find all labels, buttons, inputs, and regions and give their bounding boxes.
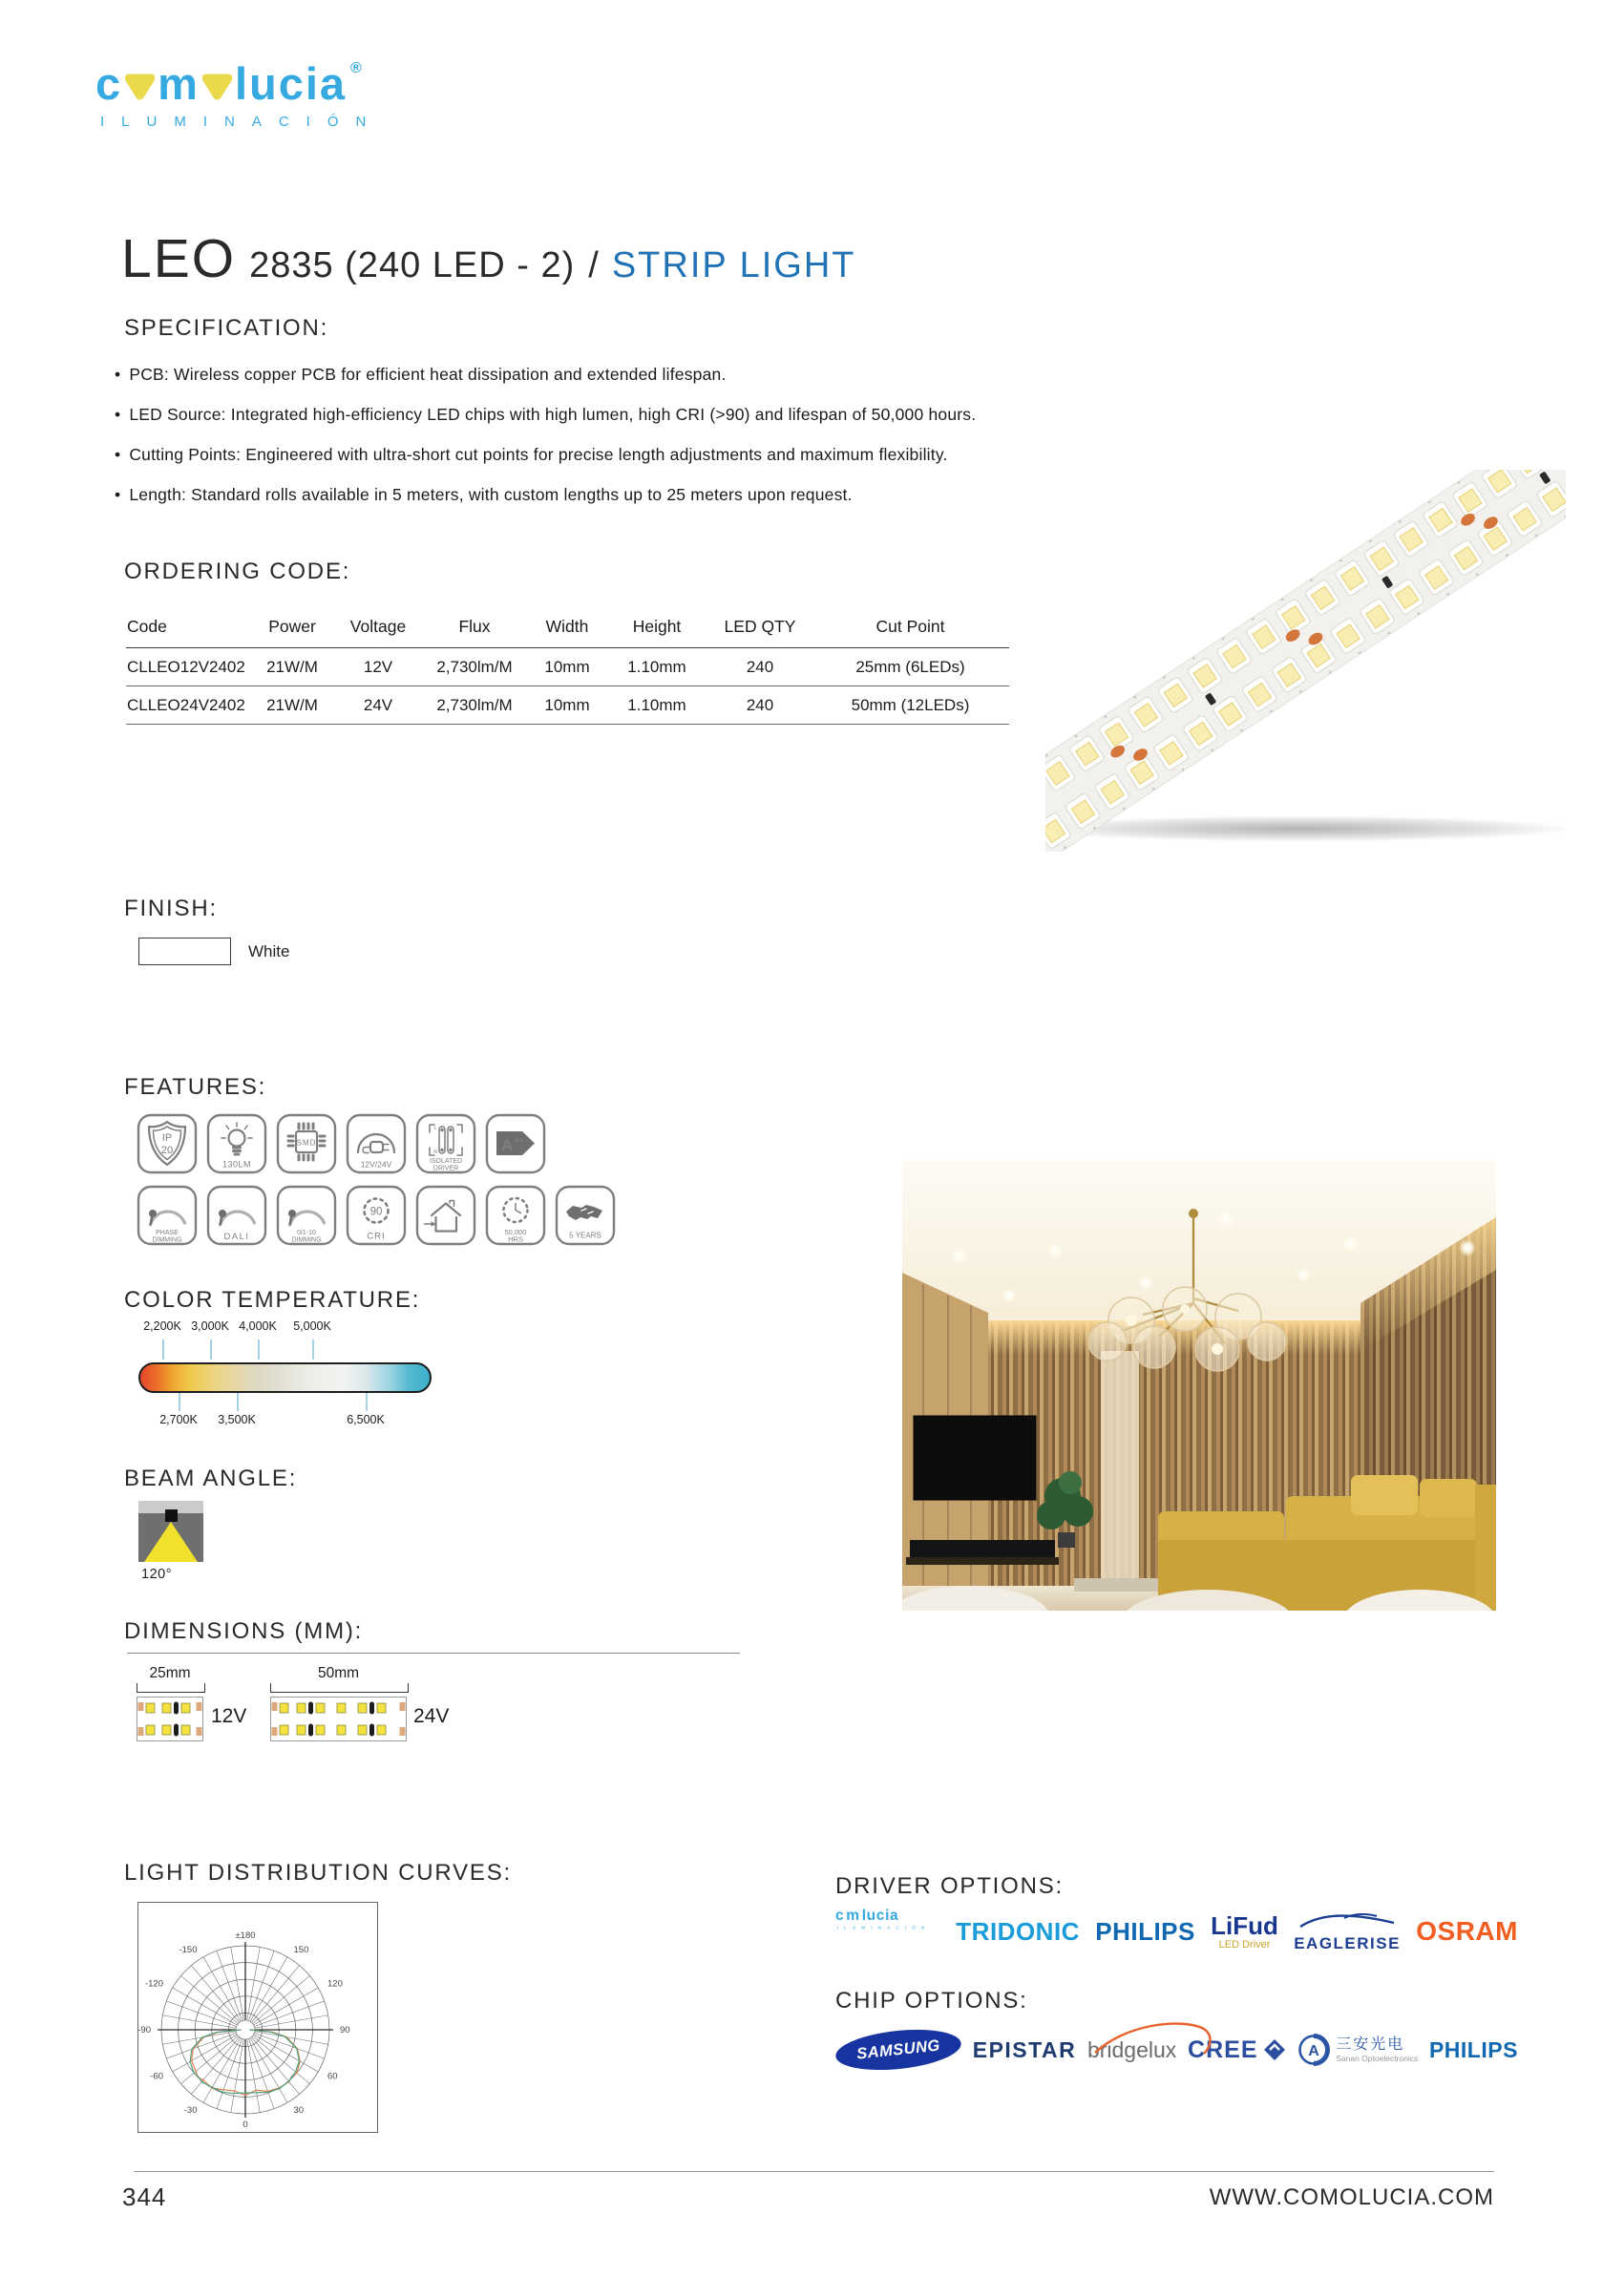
- features-row-2: [137, 1185, 616, 1246]
- brand-tagline: ILUMINACIÓN: [100, 114, 384, 130]
- svg-text:±180: ±180: [235, 1930, 256, 1941]
- logo-letter: c: [95, 58, 123, 109]
- ct-tick: [237, 1393, 239, 1411]
- ct-label-3000k: 3,000K: [191, 1319, 229, 1333]
- sanan-logo-icon: [1297, 2034, 1330, 2066]
- chip-brand-sanan: A 三安光电 Sanan Optoelectronics: [1297, 2034, 1418, 2066]
- driver-options-heading: DRIVER OPTIONS:: [835, 1873, 1065, 1899]
- table-cell: 1.10mm: [605, 686, 708, 725]
- dim-length-label: 25mm: [149, 1665, 191, 1681]
- chip-brand-bridgelux: bridgelux: [1087, 2037, 1176, 2063]
- column-header: Height: [605, 592, 708, 648]
- table-cell: 12V: [336, 648, 420, 686]
- lumen-bulb-icon: [206, 1113, 267, 1174]
- table-cell: 25mm (6LEDs): [812, 648, 1009, 686]
- cri-icon: [346, 1185, 407, 1246]
- column-header: LED QTY: [708, 592, 812, 648]
- svg-text:30: 30: [293, 2105, 305, 2117]
- beam-angle-heading: BEAM ANGLE:: [124, 1466, 298, 1491]
- table-cell: 1.10mm: [605, 648, 708, 686]
- column-header: Flux: [420, 592, 529, 648]
- footer-website: WWW.COMOLUCIA.COM: [1209, 2184, 1494, 2210]
- ct-tick: [258, 1339, 260, 1360]
- ip20-shield-icon: [137, 1113, 198, 1174]
- driver-brand-lifud: LiFud LED Driver: [1211, 1910, 1278, 1951]
- polar-chart-box: [137, 1902, 378, 2133]
- page-number: 344: [122, 2183, 167, 2211]
- sanan-subtitle: Sanan Optoelectronics: [1336, 2053, 1419, 2063]
- indoor-house-icon: [415, 1185, 476, 1246]
- features-heading: FEATURES:: [124, 1074, 267, 1100]
- chip-brand-epistar: EPISTAR: [972, 2036, 1077, 2062]
- registered-mark: ®: [350, 60, 364, 76]
- features-row-1: [137, 1113, 546, 1174]
- ct-label-4000k: 4,000K: [239, 1319, 277, 1333]
- driver-brand-tridonic: TRIDONIC: [956, 1916, 1080, 1946]
- led-strip-product-image: [1045, 470, 1566, 852]
- table-cell: 2,730lm/M: [420, 686, 529, 725]
- energy-class-icon: [485, 1113, 546, 1174]
- table-cell: 21W/M: [248, 648, 336, 686]
- application-room-photo: [902, 1160, 1496, 1611]
- chip-brand-samsung: SAMSUNG: [833, 2024, 962, 2076]
- table-cell: CLLEO12V2402: [126, 648, 248, 686]
- chip-brand-philips: PHILIPS: [1428, 2036, 1518, 2062]
- svg-text:SMD: SMD: [296, 1138, 317, 1148]
- spec-bullet: • PCB: Wireless copper PCB for efficient heat dissipation and extended lifespan.: [115, 365, 1117, 385]
- ordering-code-heading: ORDERING CODE:: [124, 559, 351, 584]
- svg-text:-30: -30: [183, 2105, 198, 2117]
- table-cell: 24V: [336, 686, 420, 725]
- product-category: STRIP LIGHT: [611, 245, 856, 285]
- driver-options-row: [835, 1905, 1518, 1958]
- column-header: Width: [529, 592, 605, 648]
- svg-text:DIMMING: DIMMING: [291, 1236, 322, 1244]
- ct-label-2200k: 2,200K: [143, 1319, 181, 1333]
- ct-tick: [162, 1339, 164, 1360]
- brand-logo-word: [95, 58, 383, 109]
- page-title: [121, 227, 856, 290]
- svg-text:CRI: CRI: [367, 1231, 386, 1242]
- chip-options-row: [835, 2022, 1518, 2078]
- table-cell: 10mm: [529, 648, 605, 686]
- table-row: [126, 686, 1009, 725]
- logo-triangle-icon: [202, 73, 232, 100]
- dimensions-rule: [127, 1653, 740, 1654]
- column-header: Voltage: [336, 592, 420, 648]
- svg-text:90: 90: [369, 1206, 383, 1218]
- bridgelux-arc-icon: [1082, 2014, 1225, 2057]
- beam-angle-value: 120°: [141, 1567, 172, 1582]
- table-cell: CLLEO24V2402: [126, 686, 248, 725]
- svg-text:-150: -150: [179, 1944, 198, 1955]
- smd-chip-icon: [276, 1113, 337, 1174]
- finish-heading: FINISH:: [124, 896, 218, 921]
- ordering-table: [126, 592, 1009, 725]
- column-header: Power: [248, 592, 336, 648]
- spec-bullet: • Cutting Points: Engineered with ultra-short cut points for precise length adjustments and maximum flexibility.: [115, 445, 1117, 465]
- table-cell: 21W/M: [248, 686, 336, 725]
- chip-options-heading: CHIP OPTIONS:: [835, 1988, 1028, 2014]
- driver-brand-osram: OSRAM: [1416, 1916, 1518, 1946]
- column-header: Code: [126, 592, 248, 648]
- dim-line: [270, 1683, 409, 1693]
- driver-brand-philips: PHILIPS: [1095, 1916, 1195, 1946]
- lifespan-clock-icon: [485, 1185, 546, 1246]
- svg-text:120: 120: [327, 1978, 343, 1990]
- lifud-subtitle: LED Driver: [1218, 1938, 1271, 1951]
- svg-text:ISOLATED: ISOLATED: [429, 1158, 463, 1165]
- svg-text:20: 20: [160, 1145, 174, 1156]
- warranty-handshake-icon: [555, 1185, 616, 1246]
- phase-dimming-icon: [137, 1185, 198, 1246]
- ct-label-2700k: 2,700K: [159, 1413, 198, 1426]
- ct-label-5000k: 5,000K: [293, 1319, 331, 1333]
- svg-text:90: 90: [340, 2025, 350, 2035]
- table-cell: 50mm (12LEDs): [812, 686, 1009, 725]
- column-header: Cut Point: [812, 592, 1009, 648]
- svg-text:HRS: HRS: [508, 1234, 523, 1244]
- finish-swatch: [138, 938, 231, 965]
- ct-tick: [312, 1339, 314, 1360]
- svg-text:IP: IP: [161, 1132, 173, 1144]
- finish-row: [138, 938, 289, 965]
- isolated-driver-icon: [415, 1113, 476, 1174]
- svg-text:5 YEARS: 5 YEARS: [569, 1231, 601, 1240]
- spec-bullet: • LED Source: Integrated high-efficiency LED chips with high lumen, high CRI (>90) and lifespan of 50,000 hours.: [115, 405, 1117, 425]
- svg-text:-90: -90: [138, 2025, 151, 2035]
- logo-letter: m: [158, 58, 200, 109]
- voltage-plug-icon: [346, 1113, 407, 1174]
- svg-text:0: 0: [243, 2120, 248, 2130]
- ct-tick: [210, 1339, 212, 1360]
- svg-text:L: L: [433, 1126, 437, 1131]
- svg-text:0/1-10: 0/1-10: [297, 1230, 316, 1236]
- finish-label: White: [248, 941, 290, 960]
- svg-text:50,000: 50,000: [504, 1228, 527, 1236]
- table-row: [126, 648, 1009, 686]
- logo-letter: lucia: [234, 58, 348, 109]
- table-cell: 240: [708, 648, 812, 686]
- strip-diagram-12v: [137, 1697, 203, 1741]
- product-name: LEO: [121, 228, 237, 289]
- svg-text:-120: -120: [144, 1978, 163, 1990]
- 0-1-10-dimming-icon: [276, 1185, 337, 1246]
- table-cell: 2,730lm/M: [420, 648, 529, 686]
- table-header-row: [126, 592, 1009, 648]
- svg-text:PHASE: PHASE: [156, 1230, 179, 1236]
- dali-dimming-icon: [206, 1185, 267, 1246]
- svg-text:150: 150: [293, 1944, 309, 1955]
- light-distribution-heading: LIGHT DISTRIBUTION CURVES:: [124, 1860, 512, 1886]
- brand-logo: [95, 58, 384, 130]
- beam-angle-icon: [138, 1501, 203, 1562]
- table-cell: 10mm: [529, 686, 605, 725]
- dim-length-label: 50mm: [317, 1665, 360, 1681]
- svg-text:N: N: [433, 1150, 437, 1155]
- table-cell: 240: [708, 686, 812, 725]
- dim-voltage-label: 12V: [211, 1705, 247, 1727]
- chip-brand-cree: CREE: [1188, 2036, 1286, 2064]
- logo-triangle-icon: [125, 73, 155, 100]
- specification-heading: SPECIFICATION:: [124, 315, 329, 341]
- svg-text:60: 60: [327, 2071, 338, 2082]
- dimensions-heading: DIMENSIONS (MM):: [124, 1618, 364, 1644]
- svg-text:12V/24V: 12V/24V: [360, 1159, 392, 1170]
- polar-distribution-chart: [138, 1903, 377, 2132]
- eagle-swoosh-icon: [1295, 1910, 1400, 1930]
- driver-brand-eaglerise: EAGLERISE: [1294, 1910, 1401, 1953]
- spec-bullet: • Length: Standard rolls available in 5 meters, with custom lengths up to 25 meters upon request.: [115, 485, 1117, 505]
- svg-text:DALI: DALI: [223, 1232, 250, 1242]
- svg-text:A++: A++: [501, 1135, 524, 1154]
- dim-line: [137, 1683, 205, 1693]
- ct-label-3500k: 3,500K: [218, 1413, 256, 1426]
- svg-text:DRIVER: DRIVER: [432, 1165, 459, 1172]
- product-model: 2835 (240 LED - 2): [249, 245, 576, 285]
- ct-label-6500k: 6,500K: [347, 1413, 385, 1426]
- svg-text:DIMMING: DIMMING: [152, 1236, 182, 1244]
- ct-tick: [366, 1393, 368, 1411]
- footer-rule: [134, 2171, 1494, 2172]
- svg-text:130LM: 130LM: [221, 1159, 252, 1170]
- dim-voltage-label: 24V: [413, 1705, 450, 1727]
- specification-list: [115, 365, 1117, 525]
- svg-text:-60: -60: [150, 2071, 163, 2082]
- svg-text:A: A: [1308, 2043, 1320, 2059]
- ct-tick: [179, 1393, 180, 1411]
- title-separator: /: [588, 245, 599, 285]
- driver-brand-comolucia: c m lucia ILUMINACIÓN: [835, 1907, 931, 1930]
- color-temperature-bar: [138, 1362, 432, 1393]
- color-temperature-heading: COLOR TEMPERATURE:: [124, 1287, 421, 1313]
- cree-diamond-icon: [1262, 2037, 1287, 2062]
- strip-diagram-24v: [270, 1697, 407, 1741]
